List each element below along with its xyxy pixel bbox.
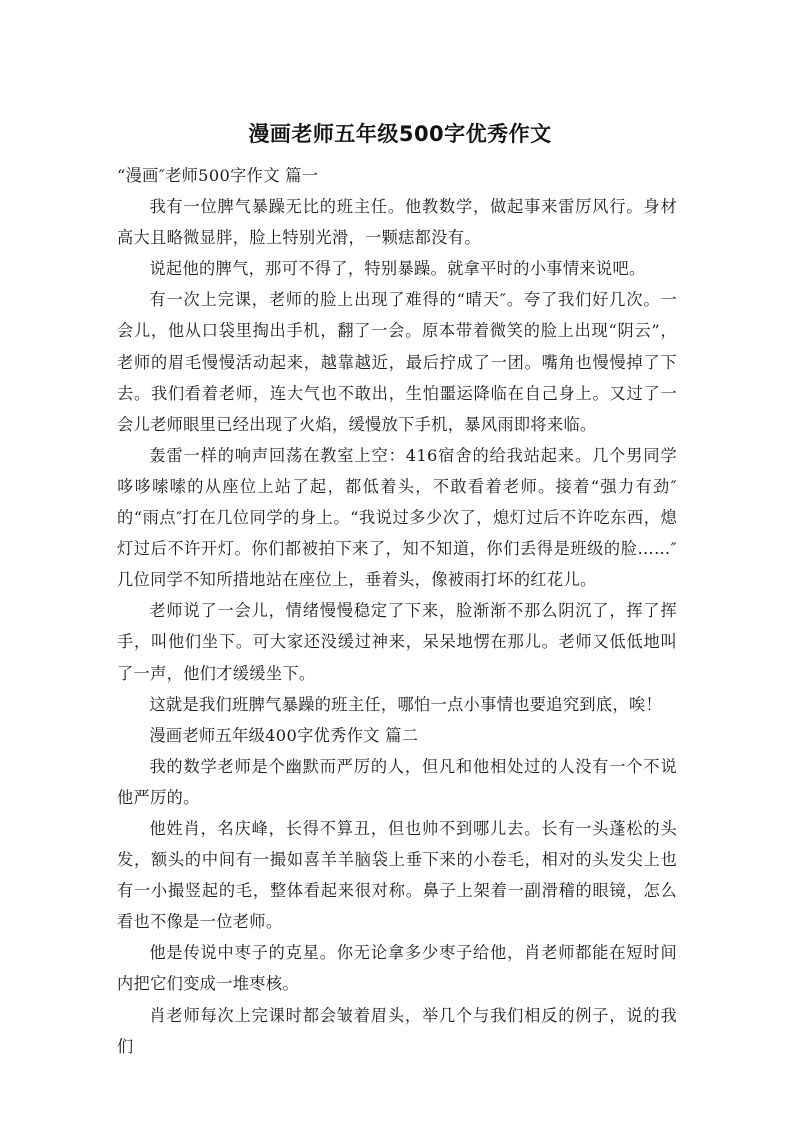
paragraph: 有一次上完课，老师的脸上出现了难得的“晴天″。夸了我们好几次。一会儿，他从口袋里掏出手机，翻了一会。原本带着微笑的脸上出现“阴云”，老师的眉毛慢慢活动起来，越靠越近，最后拧成了一团。嘴角也慢慢掉了下去。我们看着老师，连大气也不敢出，生怕噩运降临在自己身上。又过了一会儿老师眼里已经出现了火焰，缓慢放下手机，暴风雨即将来临。 — [117, 290, 677, 434]
paragraph: 这就是我们班脾气暴躁的班主任，哪怕一点小事情也要追究到底，唉！ — [149, 694, 663, 714]
paragraph: 老师说了一会儿，情绪慢慢稳定了下来，脸渐渐不那么阴沉了，挥了挥手，叫他们坐下。可大家还没缓过神来，呆呆地愣在那儿。老师又低低地叫了一声，他们才缓缓坐下。 — [117, 601, 677, 683]
section-heading-1: “漫画″老师500字作文 篇一 — [117, 166, 319, 185]
document-body — [117, 160, 677, 1062]
paragraph: 我的数学老师是个幽默而严厉的人，但凡和他相处过的人没有一个不说他严厉的。 — [117, 756, 677, 807]
paragraph: 说起他的脾气，那可不得了，特别暴躁。就拿平时的小事情来说吧。 — [149, 259, 646, 279]
paragraph: 我有一位脾气暴躁无比的班主任。他教数学，做起事来雷厉风行。身材高大且略微显胖，脸上特别光滑，一颗痣都没有。 — [117, 197, 677, 248]
section-heading-2: 漫画老师五年级400字优秀作文 篇二 — [149, 725, 419, 745]
paragraph: 轰雷一样的响声回荡在教室上空：416宿舍的给我站起来。几个男同学哆哆嗦嗦的从座位上站了起，都低着头，不敢看着老师。接着“强力有劲″的“雨点″打在几位同学的身上。“我说过多少次了，熄灯过后不许吃东西，熄灯过后不许开灯。你们都被拍下来了，知不知道，你们丢得是班级的脸……″几位同学不知所措地站在座位上，垂着头，像被雨打坏的红花儿。 — [117, 445, 677, 590]
paragraph: 他是传说中枣子的克星。你无论拿多少枣子给他，肖老师都能在短时间内把它们变成一堆枣核。 — [117, 943, 677, 994]
paragraph: 肖老师每次上完课时都会皱着眉头，举几个与我们相反的例子，说的我们 — [117, 1005, 677, 1056]
paragraph: 他姓肖，名庆峰，长得不算丑，但也帅不到哪儿去。长有一头蓬松的头发，额头的中间有一撮如喜羊羊脑袋上垂下来的小卷毛，相对的头发尖上也有一小撮竖起的毛，整体看起来很对称。鼻子上架着一副滑稽的眼镜，怎么看也不像是一位老师。 — [117, 818, 677, 932]
document-title: 漫画老师五年级500字优秀作文 — [248, 122, 552, 146]
